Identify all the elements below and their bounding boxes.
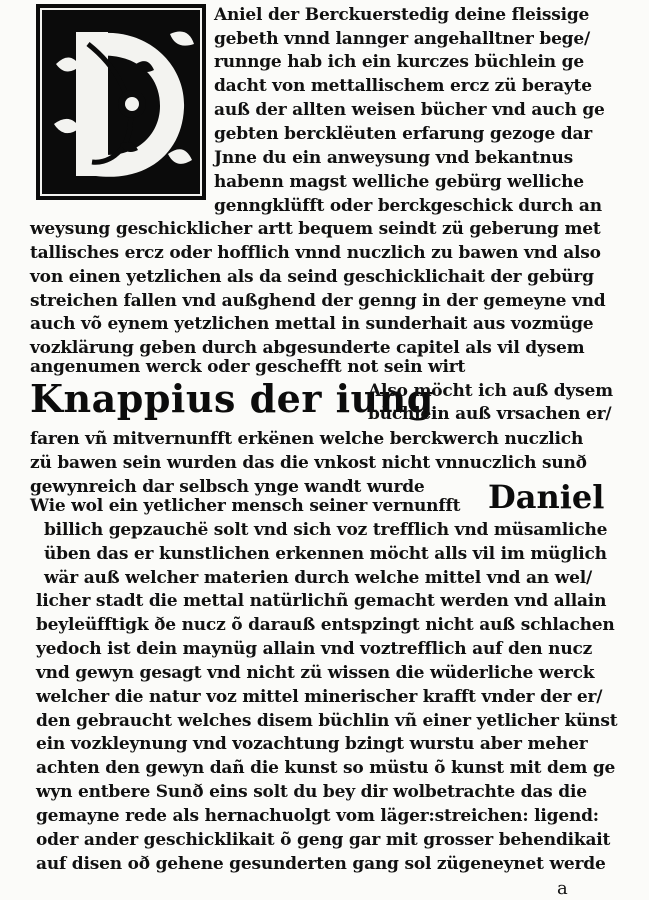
text-line: yedoch ist dein maynüg allain vnd voztrefflich auf den nucz: [36, 639, 593, 659]
text-line: genngklüfft oder berckgeschick durch an: [214, 196, 602, 216]
text-line: Jnne du ein anweysung vnd bekantnus: [214, 148, 574, 168]
text-line: angenumen werck oder geschefft not sein wirt: [30, 357, 466, 377]
text-line: ein vozkleynung vnd vozachtung bzingt wurstu aber meher: [36, 734, 588, 754]
text-line: auß der allten weisen bücher vnd auch ge: [214, 100, 605, 120]
text-line: gewynreich dar selbsch ynge wandt wurde: [30, 477, 425, 497]
text-line: wär auß welcher materien durch welche mittel vnd an wel/: [44, 568, 593, 588]
text-line: welcher die natur voz mittel minerischer krafft vnder der er/: [36, 687, 603, 707]
text-line: zü bawen sein wurden das die vnkost nicht vnnuczlich sunð: [30, 453, 587, 473]
text-line: den gebraucht welches disem büchlin vñ einer yetlicher künst: [36, 711, 618, 731]
heading-daniel: Daniel: [488, 478, 605, 516]
text-line: vnd gewyn gesagt vnd nicht zü wissen die wüderliche werck: [36, 663, 595, 683]
text-line: faren vñ mitvernunfft erkënen welche berckwerch nuczlich: [30, 429, 584, 449]
text-line: beyleüfftigk ðe nucz õ darauß entspzingt nicht auß schlachen: [36, 615, 615, 635]
text-line: Also möcht ich auß dysem: [368, 381, 613, 401]
text-line: licher stadt die mettal natürlichñ gemacht werden vnd allain: [36, 591, 607, 611]
text-line: streichen fallen vnd außghend der genng in der gemeyne vnd: [30, 291, 606, 311]
text-line: gebten bercklëuten erfarung gezoge dar: [214, 124, 593, 144]
text-line: gebeth vnnd lannger angehalltner bege/: [214, 29, 590, 49]
decorated-initial-d: [36, 4, 206, 200]
text-line: habenn magst welliche gebürg welliche: [214, 172, 584, 192]
text-line: auch võ eynem yetzlichen mettal in sunderhait aus vozmüge: [30, 314, 594, 334]
text-line: auf disen oð gehene gesunderten gang sol zügeneynet werde: [36, 854, 606, 874]
text-line: oder ander geschicklikait õ geng gar mit grosser behendikait: [36, 830, 611, 850]
heading-knappius: Knappius der iung: [30, 376, 434, 421]
text-line: achten den gewyn dañ die kunst so müstu õ kunst mit dem ge: [36, 758, 616, 778]
text-line: billich gepzauchë solt vnd sich voz trefflich vnd müsamliche: [44, 520, 608, 540]
text-line: gemayne rede als hernachuolgt vom läger:streichen: ligend:: [36, 806, 599, 826]
text-line: vozklärung geben durch abgesunderte capitel als vil dysem: [30, 338, 585, 358]
text-line: Wie wol ein yetlicher mensch seiner vernunfft: [30, 496, 461, 516]
text-line: Aniel der Berckuerstedig deine fleissige: [214, 5, 590, 25]
text-line: weysung geschicklicher artt bequem seindt zü geberung met: [30, 219, 601, 239]
text-line: tallisches ercz oder hofflich vnnd nuczlich zu bawen vnd also: [30, 243, 601, 263]
text-line: von einen yetzlichen als da seind geschicklichait der gebürg: [30, 267, 594, 287]
text-line: dacht von mettallischem ercz zü berayte: [214, 76, 592, 96]
text-line: runnge hab ich ein kurczes büchlein ge: [214, 52, 584, 72]
text-line: büchlein auß vrsachen er/: [368, 404, 612, 424]
text-line: üben das er kunstlichen erkennen möcht alls vil im müglich: [44, 544, 607, 564]
text-line: wyn entbere Sunð eins solt du bey dir wolbetrachte das die: [36, 782, 587, 802]
folio-signature: a: [557, 878, 568, 899]
